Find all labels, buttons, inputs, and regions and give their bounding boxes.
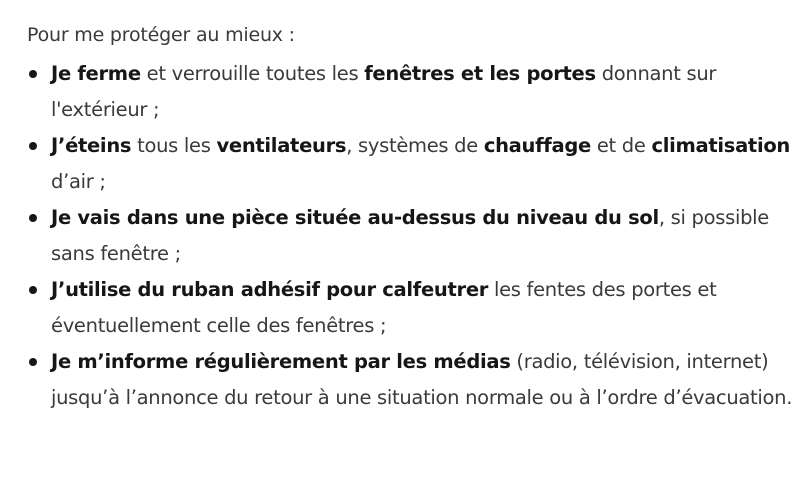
bold-text: chauffage [483,134,591,157]
bullet-icon [29,70,37,78]
text-segment: tous les [131,134,217,157]
text-segment: (radio, télévision, internet) jusqu’à l’annonce du retour à une situation normale ou à l’ordre d’évacuation. [51,350,793,409]
list-item-stay-informed [27,344,800,416]
bold-text: Je m’informe régulièrement par les médias [51,350,511,373]
list-item-close-windows [27,56,800,128]
bold-text: Je vais dans une pièce située au-dessus du niveau du sol [51,206,659,229]
text-segment: , systèmes de [346,134,484,157]
bullet-icon [29,286,37,294]
list-item-seal-gaps [27,272,800,344]
bullet-icon [29,358,37,366]
bold-text: ventilateurs [216,134,347,157]
protection-list [27,56,800,416]
bold-text: J’éteins [51,134,132,157]
bullet-icon [29,214,37,222]
list-item-turn-off-ventilation [27,128,800,200]
list-item-go-upstairs [27,200,800,272]
bold-text: Je ferme [51,62,141,85]
intro-text: Pour me protéger au mieux : [27,24,295,46]
bold-text: fenêtres et les portes [364,62,596,85]
bullet-icon [29,142,37,150]
text-segment: d’air ; [51,170,106,193]
text-segment: et de [590,134,652,157]
text-segment: et verrouille toutes les [140,62,365,85]
bold-text: J’utilise du ruban adhésif pour calfeutrer [51,278,489,301]
text-segment: les fentes des portes et éventuellement celle des fenêtres ; [51,278,717,337]
bold-text: climatisation [651,134,791,157]
text-segment: donnant sur l'extérieur ; [51,62,717,121]
document-body [27,17,800,416]
text-segment: , si possible sans fenêtre ; [51,206,769,265]
